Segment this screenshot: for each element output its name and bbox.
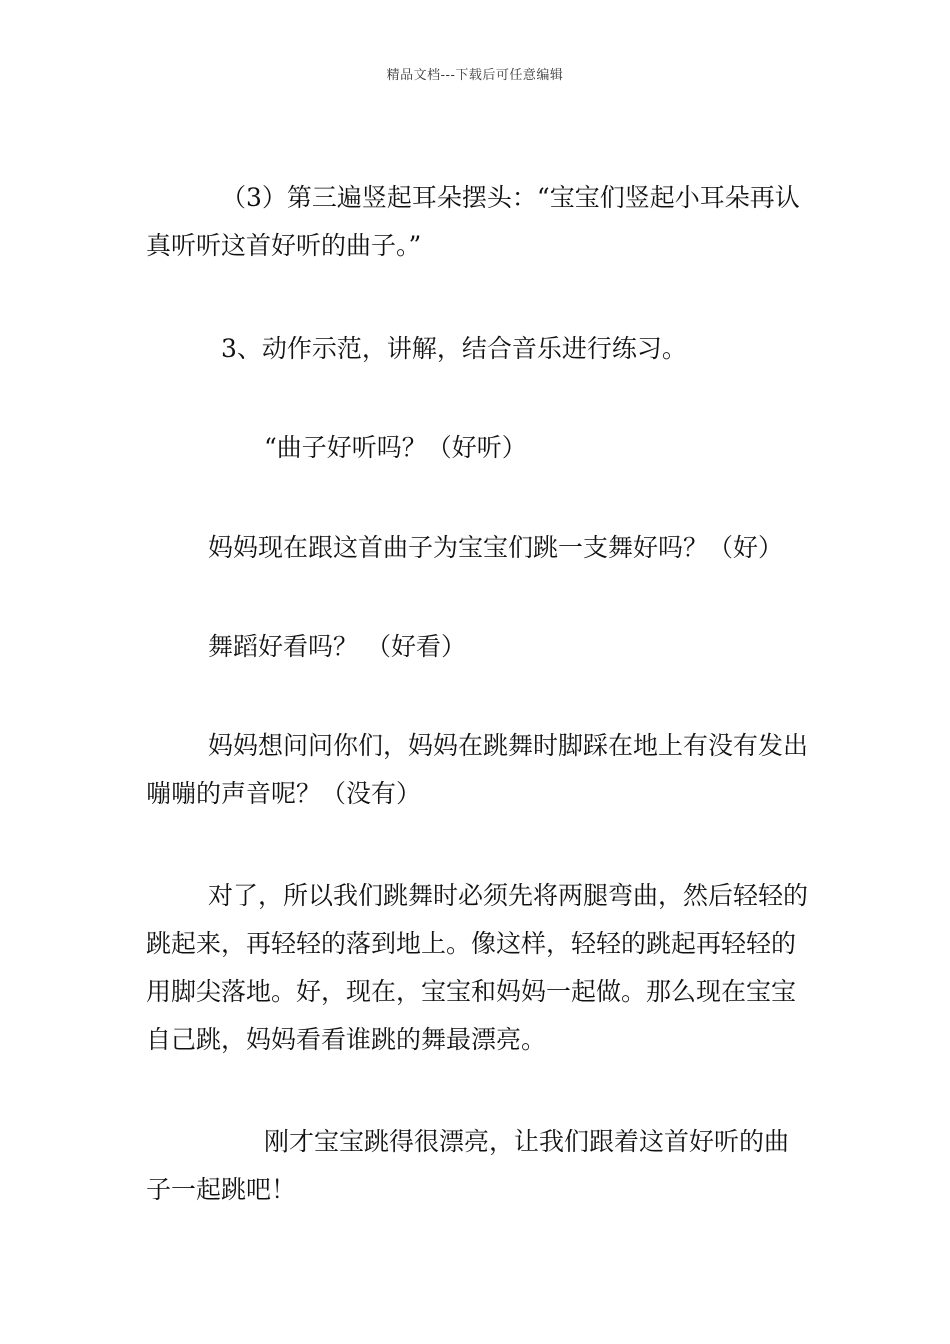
paragraph-question-nice: “曲子好听吗？（好听） <box>264 433 527 462</box>
paragraph-question-sound: 妈妈想问问你们，妈妈在跳舞时脚踩在地上有没有发出嘣嘣的声音呢？（没有） <box>146 731 809 808</box>
paragraph-demo-heading: 3、动作示范，讲解，结合音乐进行练习。 <box>221 334 687 363</box>
paragraph-question-looks: 舞蹈好看吗？ （好看） <box>208 632 466 661</box>
paragraph-explanation: 对了，所以我们跳舞时必须先将两腿弯曲，然后轻轻的跳起来，再轻轻的落到地上。像这样，轻轻的跳起再轻轻的用脚尖落地。好，现在，宝宝和妈妈一起做。那么现在宝宝自己跳，妈妈看看谁跳的舞最漂亮。 <box>146 881 809 1054</box>
paragraph-third-listen: （3）第三遍竖起耳朵摆头：“宝宝们竖起小耳朵再认真听听这首好听的曲子。” <box>146 183 800 260</box>
paragraph-question-dance: 妈妈现在跟这首曲子为宝宝们跳一支舞好吗？（好） <box>208 533 784 562</box>
page-header: 精品文档---下载后可任意编辑 <box>386 68 564 83</box>
paragraph-dance-together: 刚才宝宝跳得很漂亮，让我们跟着这首好听的曲子一起跳吧！ <box>146 1127 790 1204</box>
